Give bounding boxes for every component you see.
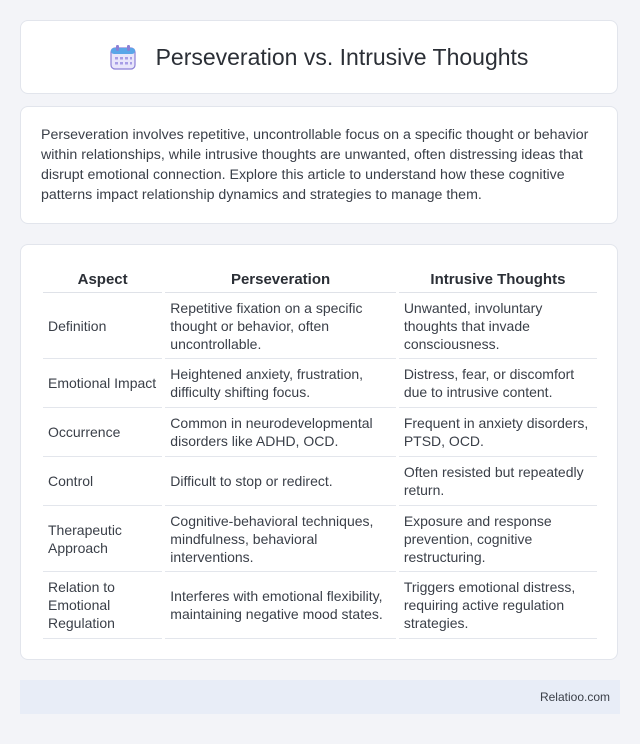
row-intrusive: Unwanted, involuntary thoughts that invade consciousness. (399, 293, 597, 359)
table-row (43, 572, 597, 639)
row-aspect: Occurrence (43, 408, 162, 457)
row-perseveration: Interferes with emotional flexibility, maintaining negative mood states. (165, 572, 396, 639)
row-intrusive: Frequent in anxiety disorders, PTSD, OCD. (399, 408, 597, 457)
row-intrusive: Triggers emotional distress, requiring active regulation strategies. (399, 572, 597, 639)
calendar-icon (110, 44, 136, 70)
comparison-table (40, 265, 600, 639)
table-header-row (43, 265, 597, 293)
row-intrusive: Exposure and response prevention, cognitive restructuring. (399, 506, 597, 572)
title-card (20, 20, 618, 94)
row-perseveration: Difficult to stop or redirect. (165, 457, 396, 506)
table-row (43, 293, 597, 359)
page-title: Perseveration vs. Intrusive Thoughts (155, 43, 529, 70)
footer-brand: Relatioo.com (539, 690, 610, 704)
row-perseveration: Heightened anxiety, frustration, difficulty shifting focus. (165, 359, 396, 408)
intro-text: Perseveration involves repetitive, uncontrollable focus on a specific thought or behavior within relationships, while intrusive thoughts are unwanted, often distressing ideas that disrupt emotional connection. Explore this article to understand how these cognitive patterns impact relationship dynamics and strategies to manage them. (41, 127, 589, 203)
table-row (43, 359, 597, 408)
intro-card (20, 106, 618, 224)
row-aspect: Relation to Emotional Regulation (43, 572, 162, 639)
row-perseveration: Repetitive fixation on a specific thought or behavior, often uncontrollable. (165, 293, 396, 359)
header-intrusive-thoughts: Intrusive Thoughts (399, 265, 597, 293)
row-aspect: Definition (43, 293, 162, 359)
row-intrusive: Often resisted but repeatedly return. (399, 457, 597, 506)
row-perseveration: Cognitive-behavioral techniques, mindfulness, behavioral interventions. (165, 506, 396, 572)
row-aspect: Emotional Impact (43, 359, 162, 408)
header-perseveration: Perseveration (165, 265, 396, 293)
table-row (43, 457, 597, 506)
row-aspect: Control (43, 457, 162, 506)
row-intrusive: Distress, fear, or discomfort due to intrusive content. (399, 359, 597, 408)
row-perseveration: Common in neurodevelopmental disorders like ADHD, OCD. (165, 408, 396, 457)
comparison-table-card (20, 244, 618, 660)
row-aspect: Therapeutic Approach (43, 506, 162, 572)
footer (20, 680, 620, 714)
header-aspect: Aspect (43, 265, 162, 293)
table-row (43, 506, 597, 572)
table-row (43, 408, 597, 457)
